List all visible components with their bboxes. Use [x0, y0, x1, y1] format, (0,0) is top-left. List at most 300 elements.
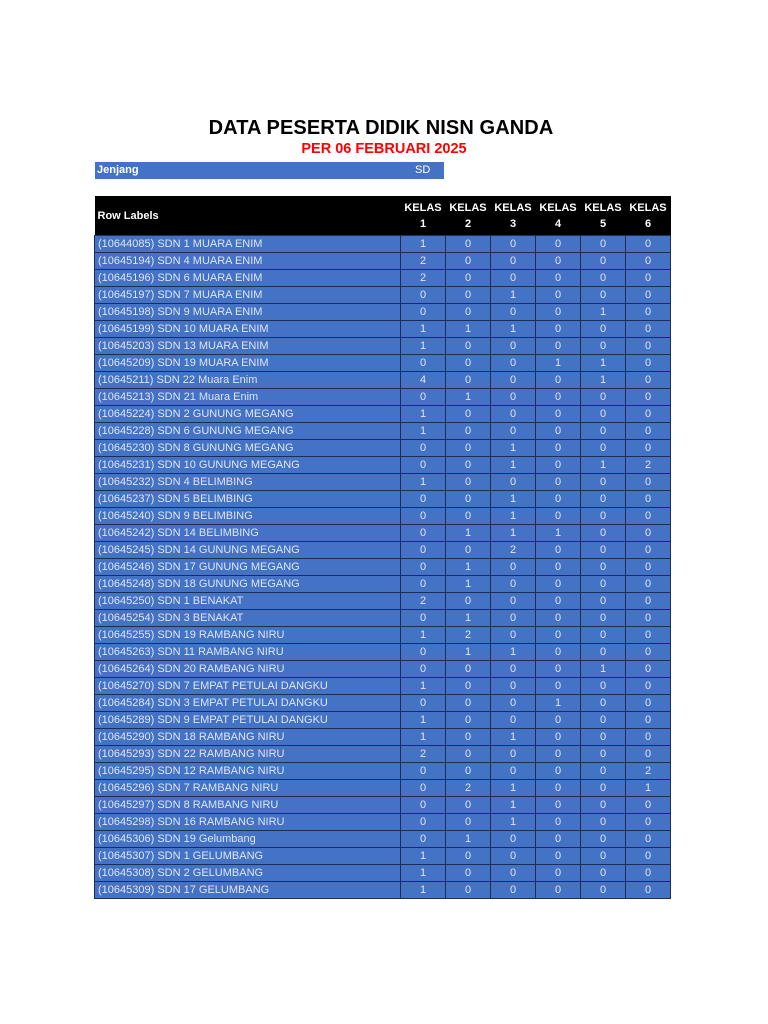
table-row	[95, 457, 671, 474]
count-cell[interactable]: 0	[491, 661, 536, 678]
school-label-cell[interactable]: (10645230) SDN 8 GUNUNG MEGANG	[95, 440, 401, 457]
count-cell[interactable]: 0	[626, 287, 671, 304]
count-cell[interactable]: 0	[536, 338, 581, 355]
count-cell[interactable]: 0	[581, 797, 626, 814]
table-row	[95, 644, 671, 661]
count-cell[interactable]: 1	[446, 389, 491, 406]
count-cell[interactable]: 0	[581, 287, 626, 304]
count-cell[interactable]: 0	[626, 542, 671, 559]
count-cell[interactable]: 1	[401, 712, 446, 729]
count-cell[interactable]: 1	[491, 525, 536, 542]
count-cell[interactable]: 0	[446, 746, 491, 763]
school-label-cell[interactable]: (10645289) SDN 9 EMPAT PETULAI DANGKU	[95, 712, 401, 729]
count-cell[interactable]: 0	[491, 423, 536, 440]
count-cell[interactable]: 0	[626, 848, 671, 865]
count-cell[interactable]: 0	[446, 338, 491, 355]
count-cell[interactable]: 2	[401, 746, 446, 763]
count-cell[interactable]: 1	[401, 678, 446, 695]
count-cell[interactable]: 0	[446, 236, 491, 253]
school-label-cell[interactable]: (10645232) SDN 4 BELIMBING	[95, 474, 401, 491]
count-cell[interactable]: 0	[536, 644, 581, 661]
count-cell[interactable]: 0	[626, 525, 671, 542]
count-cell[interactable]: 0	[581, 695, 626, 712]
count-cell[interactable]: 0	[626, 440, 671, 457]
count-cell[interactable]: 0	[581, 440, 626, 457]
count-cell[interactable]: 0	[536, 321, 581, 338]
count-cell[interactable]: 0	[581, 542, 626, 559]
count-cell[interactable]: 0	[401, 525, 446, 542]
count-cell[interactable]: 0	[626, 678, 671, 695]
count-cell[interactable]: 1	[581, 457, 626, 474]
count-cell[interactable]: 0	[536, 882, 581, 899]
school-label-cell[interactable]: (10645199) SDN 10 MUARA ENIM	[95, 321, 401, 338]
count-cell[interactable]: 1	[581, 661, 626, 678]
count-cell[interactable]: 0	[626, 559, 671, 576]
count-cell[interactable]: 0	[446, 287, 491, 304]
filter-label: Jenjang	[97, 164, 139, 176]
count-cell[interactable]: 4	[401, 372, 446, 389]
table-row	[95, 559, 671, 576]
count-cell[interactable]: 0	[626, 593, 671, 610]
count-cell[interactable]: 0	[446, 593, 491, 610]
column-header-line: KELAS	[539, 201, 577, 214]
count-cell[interactable]: 0	[446, 304, 491, 321]
count-cell[interactable]: 1	[401, 406, 446, 423]
count-cell[interactable]: 2	[491, 542, 536, 559]
count-cell[interactable]: 0	[536, 236, 581, 253]
count-cell[interactable]: 0	[536, 440, 581, 457]
count-cell[interactable]: 1	[581, 304, 626, 321]
school-label-cell[interactable]: (10645264) SDN 20 RAMBANG NIRU	[95, 661, 401, 678]
count-cell[interactable]: 2	[446, 627, 491, 644]
count-cell[interactable]: 0	[491, 695, 536, 712]
count-cell[interactable]: 0	[446, 270, 491, 287]
count-cell[interactable]: 0	[536, 389, 581, 406]
count-cell[interactable]: 0	[401, 355, 446, 372]
count-cell[interactable]: 0	[626, 729, 671, 746]
count-cell[interactable]: 0	[581, 763, 626, 780]
count-cell[interactable]: 0	[581, 729, 626, 746]
count-cell[interactable]: 0	[581, 678, 626, 695]
count-cell[interactable]: 0	[536, 610, 581, 627]
count-cell[interactable]: 0	[536, 508, 581, 525]
count-cell[interactable]: 0	[446, 372, 491, 389]
count-cell[interactable]: 0	[626, 270, 671, 287]
count-cell[interactable]: 1	[581, 355, 626, 372]
count-cell[interactable]: 1	[491, 780, 536, 797]
count-cell[interactable]: 0	[536, 372, 581, 389]
count-cell[interactable]: 1	[536, 695, 581, 712]
count-cell[interactable]: 0	[536, 712, 581, 729]
count-cell[interactable]: 0	[446, 712, 491, 729]
column-header-line: 3	[509, 217, 517, 230]
count-cell[interactable]: 0	[446, 457, 491, 474]
count-cell[interactable]: 0	[401, 304, 446, 321]
count-cell[interactable]: 0	[626, 797, 671, 814]
count-cell[interactable]: 0	[446, 253, 491, 270]
school-label-cell[interactable]: (10645298) SDN 16 RAMBANG NIRU	[95, 814, 401, 831]
count-cell[interactable]: 0	[491, 372, 536, 389]
count-cell[interactable]: 2	[446, 780, 491, 797]
count-cell[interactable]: 0	[581, 814, 626, 831]
count-cell[interactable]: 0	[446, 661, 491, 678]
count-cell[interactable]: 0	[446, 423, 491, 440]
table-row	[95, 508, 671, 525]
count-cell[interactable]: 0	[536, 270, 581, 287]
count-cell[interactable]: 0	[536, 491, 581, 508]
count-cell[interactable]: 1	[401, 729, 446, 746]
count-cell[interactable]: 0	[401, 576, 446, 593]
count-cell[interactable]: 0	[446, 678, 491, 695]
count-cell[interactable]: 0	[401, 763, 446, 780]
count-cell[interactable]: 0	[536, 287, 581, 304]
school-label-cell[interactable]: (10645248) SDN 18 GUNUNG MEGANG	[95, 576, 401, 593]
count-cell[interactable]: 0	[401, 457, 446, 474]
count-cell[interactable]: 0	[491, 882, 536, 899]
count-cell[interactable]: 0	[491, 474, 536, 491]
count-cell[interactable]: 1	[401, 865, 446, 882]
count-cell[interactable]: 0	[536, 576, 581, 593]
school-label-cell[interactable]: (10645209) SDN 19 MUARA ENIM	[95, 355, 401, 372]
count-cell[interactable]: 1	[401, 321, 446, 338]
count-cell[interactable]: 1	[401, 627, 446, 644]
count-cell[interactable]: 0	[581, 423, 626, 440]
school-label-cell[interactable]: (10645246) SDN 17 GUNUNG MEGANG	[95, 559, 401, 576]
count-cell[interactable]: 0	[581, 491, 626, 508]
count-cell[interactable]: 0	[491, 576, 536, 593]
table-row	[95, 355, 671, 372]
count-cell[interactable]: 0	[536, 661, 581, 678]
count-cell[interactable]: 0	[491, 559, 536, 576]
count-cell[interactable]: 0	[581, 406, 626, 423]
count-cell[interactable]: 0	[626, 712, 671, 729]
count-cell[interactable]: 0	[626, 406, 671, 423]
count-cell[interactable]: 0	[626, 644, 671, 661]
school-label-cell[interactable]: (10645250) SDN 1 BENAKAT	[95, 593, 401, 610]
count-cell[interactable]: 0	[626, 253, 671, 270]
count-cell[interactable]: 1	[491, 440, 536, 457]
count-cell[interactable]: 0	[491, 610, 536, 627]
count-cell[interactable]: 0	[626, 814, 671, 831]
count-cell[interactable]: 0	[446, 491, 491, 508]
count-cell[interactable]: 0	[581, 593, 626, 610]
count-cell[interactable]: 0	[581, 508, 626, 525]
count-cell[interactable]: 0	[536, 542, 581, 559]
count-cell[interactable]: 1	[446, 831, 491, 848]
school-label-cell[interactable]: (10645295) SDN 12 RAMBANG NIRU	[95, 763, 401, 780]
count-cell[interactable]: 0	[491, 236, 536, 253]
count-cell[interactable]: 0	[581, 882, 626, 899]
count-cell[interactable]: 0	[446, 848, 491, 865]
table-row	[95, 763, 671, 780]
count-cell[interactable]: 0	[536, 729, 581, 746]
count-cell[interactable]: 0	[401, 644, 446, 661]
count-cell[interactable]: 0	[446, 763, 491, 780]
count-cell[interactable]: 0	[401, 559, 446, 576]
count-cell[interactable]: 0	[401, 508, 446, 525]
count-cell[interactable]: 0	[491, 831, 536, 848]
count-cell[interactable]: 0	[401, 440, 446, 457]
count-cell[interactable]: 0	[536, 253, 581, 270]
count-cell[interactable]: 2	[626, 763, 671, 780]
school-label-cell[interactable]: (10645242) SDN 14 BELIMBING	[95, 525, 401, 542]
school-label-cell[interactable]: (10645213) SDN 21 Muara Enim	[95, 389, 401, 406]
school-label-cell[interactable]: (10645293) SDN 22 RAMBANG NIRU	[95, 746, 401, 763]
count-cell[interactable]: 0	[581, 848, 626, 865]
school-label-cell[interactable]: (10645309) SDN 17 GELUMBANG	[95, 882, 401, 899]
count-cell[interactable]: 0	[581, 236, 626, 253]
school-label-cell[interactable]: (10644085) SDN 1 MUARA ENIM	[95, 236, 401, 253]
count-cell[interactable]: 0	[536, 627, 581, 644]
count-cell[interactable]: 0	[536, 763, 581, 780]
count-cell[interactable]: 0	[491, 746, 536, 763]
count-cell[interactable]: 2	[626, 457, 671, 474]
count-cell[interactable]: 0	[536, 406, 581, 423]
count-cell[interactable]: 1	[401, 423, 446, 440]
count-cell[interactable]: 0	[491, 338, 536, 355]
school-label-cell[interactable]: (10645254) SDN 3 BENAKAT	[95, 610, 401, 627]
count-cell[interactable]: 0	[536, 780, 581, 797]
school-label-cell[interactable]: (10645224) SDN 2 GUNUNG MEGANG	[95, 406, 401, 423]
count-cell[interactable]: 1	[446, 644, 491, 661]
count-cell[interactable]: 0	[581, 576, 626, 593]
count-cell[interactable]: 0	[491, 848, 536, 865]
count-cell[interactable]: 1	[491, 457, 536, 474]
count-cell[interactable]: 0	[626, 746, 671, 763]
table-row	[95, 610, 671, 627]
school-label-cell[interactable]: (10645255) SDN 19 RAMBANG NIRU	[95, 627, 401, 644]
count-cell[interactable]: 1	[401, 474, 446, 491]
count-cell[interactable]: 0	[491, 304, 536, 321]
count-cell[interactable]: 0	[626, 491, 671, 508]
count-cell[interactable]: 0	[446, 406, 491, 423]
count-cell[interactable]: 0	[401, 780, 446, 797]
count-cell[interactable]: 1	[491, 508, 536, 525]
school-label-cell[interactable]: (10645307) SDN 1 GELUMBANG	[95, 848, 401, 865]
count-cell[interactable]: 0	[491, 270, 536, 287]
count-cell[interactable]: 0	[536, 474, 581, 491]
count-cell[interactable]: 0	[626, 474, 671, 491]
count-cell[interactable]: 1	[491, 814, 536, 831]
table-row	[95, 406, 671, 423]
count-cell[interactable]: 0	[446, 508, 491, 525]
school-label-cell[interactable]: (10645297) SDN 8 RAMBANG NIRU	[95, 797, 401, 814]
count-cell[interactable]: 0	[626, 576, 671, 593]
count-cell[interactable]: 1	[401, 848, 446, 865]
count-cell[interactable]: 0	[446, 355, 491, 372]
school-label-cell[interactable]: (10645263) SDN 11 RAMBANG NIRU	[95, 644, 401, 661]
count-cell[interactable]: 0	[626, 627, 671, 644]
count-cell[interactable]: 0	[581, 644, 626, 661]
school-label-cell[interactable]: (10645197) SDN 7 MUARA ENIM	[95, 287, 401, 304]
count-cell[interactable]: 0	[446, 695, 491, 712]
count-cell[interactable]: 0	[446, 797, 491, 814]
count-cell[interactable]: 0	[581, 831, 626, 848]
column-header-line: KELAS	[629, 201, 667, 214]
school-label-cell[interactable]: (10645203) SDN 13 MUARA ENIM	[95, 338, 401, 355]
table-row	[95, 814, 671, 831]
school-label-cell[interactable]: (10645270) SDN 7 EMPAT PETULAI DANGKU	[95, 678, 401, 695]
count-cell[interactable]: 0	[491, 865, 536, 882]
count-cell[interactable]: 1	[446, 610, 491, 627]
school-label-cell[interactable]: (10645240) SDN 9 BELIMBING	[95, 508, 401, 525]
school-label-cell[interactable]: (10645284) SDN 3 EMPAT PETULAI DANGKU	[95, 695, 401, 712]
count-cell[interactable]: 0	[581, 746, 626, 763]
school-label-cell[interactable]: (10645306) SDN 19 Gelumbang	[95, 831, 401, 848]
table-row	[95, 848, 671, 865]
count-cell[interactable]: 1	[491, 491, 536, 508]
count-cell[interactable]: 0	[581, 610, 626, 627]
count-cell[interactable]: 0	[401, 661, 446, 678]
count-cell[interactable]: 0	[401, 610, 446, 627]
count-cell[interactable]: 0	[581, 389, 626, 406]
column-header-line: KELAS	[494, 201, 532, 214]
count-cell[interactable]: 1	[581, 372, 626, 389]
count-cell[interactable]: 0	[446, 542, 491, 559]
count-cell[interactable]: 0	[446, 814, 491, 831]
count-cell[interactable]: 0	[401, 389, 446, 406]
count-cell[interactable]: 0	[536, 831, 581, 848]
table-row	[95, 372, 671, 389]
count-cell[interactable]: 0	[491, 406, 536, 423]
count-cell[interactable]: 1	[491, 321, 536, 338]
count-cell[interactable]: 0	[626, 610, 671, 627]
school-label-cell[interactable]: (10645237) SDN 5 BELIMBING	[95, 491, 401, 508]
count-cell[interactable]: 2	[401, 593, 446, 610]
count-cell[interactable]: 1	[446, 321, 491, 338]
count-cell[interactable]: 0	[446, 865, 491, 882]
count-cell[interactable]: 0	[536, 457, 581, 474]
count-cell[interactable]: 0	[581, 627, 626, 644]
filter-value[interactable]: SD	[415, 164, 431, 176]
count-cell[interactable]: 0	[581, 712, 626, 729]
count-cell[interactable]: 0	[626, 236, 671, 253]
school-label-cell[interactable]: (10645290) SDN 18 RAMBANG NIRU	[95, 729, 401, 746]
count-cell[interactable]: 0	[536, 304, 581, 321]
count-cell[interactable]: 0	[581, 270, 626, 287]
count-cell[interactable]: 0	[446, 882, 491, 899]
table-row	[95, 576, 671, 593]
count-cell[interactable]: 0	[491, 627, 536, 644]
count-cell[interactable]: 0	[491, 593, 536, 610]
count-cell[interactable]: 0	[536, 797, 581, 814]
report-filter[interactable]	[95, 162, 444, 179]
count-cell[interactable]: 0	[626, 831, 671, 848]
count-cell[interactable]: 0	[581, 253, 626, 270]
count-cell[interactable]: 0	[536, 593, 581, 610]
column-header	[581, 196, 626, 236]
count-cell[interactable]: 0	[626, 508, 671, 525]
count-cell[interactable]: 0	[536, 746, 581, 763]
count-cell[interactable]: 1	[446, 576, 491, 593]
count-cell[interactable]: 0	[536, 678, 581, 695]
count-cell[interactable]: 1	[446, 525, 491, 542]
count-cell[interactable]: 1	[491, 287, 536, 304]
count-cell[interactable]: 2	[401, 253, 446, 270]
school-label-cell[interactable]: (10645211) SDN 22 Muara Enim	[95, 372, 401, 389]
count-cell[interactable]: 1	[446, 559, 491, 576]
count-cell[interactable]: 0	[401, 797, 446, 814]
table-header-row	[95, 196, 671, 236]
table-row	[95, 525, 671, 542]
school-label-cell[interactable]: (10645198) SDN 9 MUARA ENIM	[95, 304, 401, 321]
count-cell[interactable]: 1	[401, 338, 446, 355]
count-cell[interactable]: 0	[536, 423, 581, 440]
count-cell[interactable]: 1	[491, 729, 536, 746]
count-cell[interactable]: 0	[626, 695, 671, 712]
count-cell[interactable]: 0	[401, 491, 446, 508]
count-cell[interactable]: 0	[491, 712, 536, 729]
count-cell[interactable]: 0	[491, 763, 536, 780]
count-cell[interactable]: 1	[536, 355, 581, 372]
count-cell[interactable]: 0	[626, 423, 671, 440]
school-label-cell[interactable]: (10645296) SDN 7 RAMBANG NIRU	[95, 780, 401, 797]
row-labels-header[interactable]: Row Labels	[95, 196, 401, 236]
count-cell[interactable]: 0	[401, 831, 446, 848]
count-cell[interactable]: 0	[626, 355, 671, 372]
count-cell[interactable]: 0	[581, 338, 626, 355]
school-label-cell[interactable]: (10645194) SDN 4 MUARA ENIM	[95, 253, 401, 270]
count-cell[interactable]: 0	[626, 389, 671, 406]
school-label-cell[interactable]: (10645228) SDN 6 GUNUNG MEGANG	[95, 423, 401, 440]
count-cell[interactable]: 0	[626, 882, 671, 899]
count-cell[interactable]: 0	[536, 848, 581, 865]
count-cell[interactable]: 0	[401, 287, 446, 304]
count-cell[interactable]: 1	[491, 797, 536, 814]
count-cell[interactable]: 1	[491, 644, 536, 661]
count-cell[interactable]: 0	[626, 321, 671, 338]
column-header-line: 1	[419, 217, 427, 230]
count-cell[interactable]: 0	[536, 814, 581, 831]
count-cell[interactable]: 0	[491, 355, 536, 372]
count-cell[interactable]: 0	[626, 304, 671, 321]
count-cell[interactable]: 0	[446, 474, 491, 491]
count-cell[interactable]: 0	[626, 865, 671, 882]
count-cell[interactable]: 0	[401, 814, 446, 831]
count-cell[interactable]: 1	[536, 525, 581, 542]
count-cell[interactable]: 0	[581, 865, 626, 882]
count-cell[interactable]: 0	[626, 338, 671, 355]
count-cell[interactable]: 0	[581, 780, 626, 797]
column-header-line: KELAS	[449, 201, 487, 214]
count-cell[interactable]: 0	[536, 865, 581, 882]
count-cell[interactable]: 0	[401, 542, 446, 559]
count-cell[interactable]: 0	[491, 678, 536, 695]
count-cell[interactable]: 1	[401, 882, 446, 899]
count-cell[interactable]: 0	[446, 729, 491, 746]
table-row	[95, 389, 671, 406]
count-cell[interactable]: 1	[626, 780, 671, 797]
count-cell[interactable]: 1	[401, 236, 446, 253]
count-cell[interactable]: 0	[401, 695, 446, 712]
count-cell[interactable]: 0	[446, 440, 491, 457]
school-label-cell[interactable]: (10645308) SDN 2 GELUMBANG	[95, 865, 401, 882]
table-row	[95, 729, 671, 746]
count-cell[interactable]: 0	[626, 372, 671, 389]
count-cell[interactable]: 0	[491, 253, 536, 270]
count-cell[interactable]: 0	[626, 661, 671, 678]
school-label-cell[interactable]: (10645245) SDN 14 GUNUNG MEGANG	[95, 542, 401, 559]
count-cell[interactable]: 2	[401, 270, 446, 287]
count-cell[interactable]: 0	[581, 321, 626, 338]
school-label-cell[interactable]: (10645231) SDN 10 GUNUNG MEGANG	[95, 457, 401, 474]
count-cell[interactable]: 0	[581, 474, 626, 491]
count-cell[interactable]: 0	[581, 525, 626, 542]
count-cell[interactable]: 0	[536, 559, 581, 576]
count-cell[interactable]: 0	[581, 559, 626, 576]
school-label-cell[interactable]: (10645196) SDN 6 MUARA ENIM	[95, 270, 401, 287]
count-cell[interactable]: 0	[491, 389, 536, 406]
